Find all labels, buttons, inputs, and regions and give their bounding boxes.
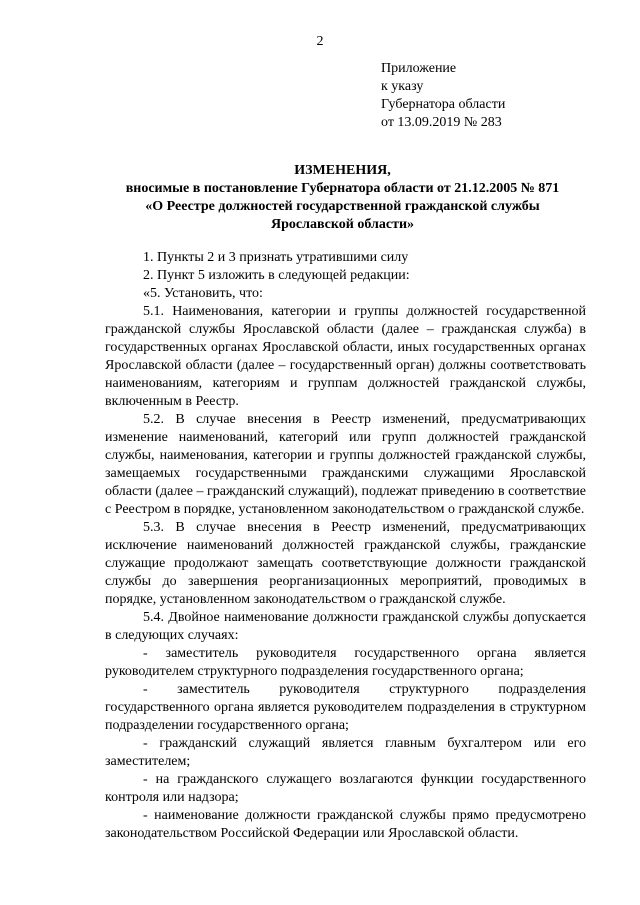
title-line: ИЗМЕНЕНИЯ, [294, 163, 391, 178]
paragraph: 1. Пункты 2 и 3 признать утратившими силу [143, 250, 409, 265]
list-item: - на гражданского служащего возлагаются функции государственного контроля или надзора; [105, 772, 586, 805]
paragraph: 5.2. В случае внесения в Реестр изменений, предусматривающих изменение наименований, категорий или групп должностей гражданской службы, наименования, категории и группы должностей гражданской службы, замещаемых государственными гражданскими служащими Ярославской области (далее – гражданский служащий), подлежат приведению в соответствие с Реестром в порядке, установленном законодательством о гражданской службе. [105, 412, 586, 517]
page-number: 2 [316, 34, 324, 49]
paragraph: 5.1. Наименования, категории и группы должностей государственной гражданской службы Ярославской области (далее – гражданская служба) в государственных органах Ярославской области, иных государственных органах Ярославской области (далее – государственный орган) должны соответствовать наименованиям, категориям и группам должностей гражданской службы, включенным в Реестр. [105, 304, 586, 409]
appendix-line: Губернатора области [381, 97, 506, 112]
title-line: Ярославской области» [270, 217, 415, 232]
list-item: - наименование должности гражданской службы прямо предусмотрено законодательством Российской Федерации или Ярославской области. [105, 808, 586, 841]
paragraph: 5.4. Двойное наименование должности гражданской службы допускается в следующих случаях: [105, 610, 586, 643]
paragraph: «5. Установить, что: [143, 286, 263, 301]
appendix-line: к указу [381, 79, 424, 94]
appendix-line: Приложение [381, 61, 457, 76]
list-item: - заместитель руководителя структурного подразделения государственного органа является руководителем подразделения в структурном подразделении государственного органа; [105, 682, 586, 733]
appendix-line: от 13.09.2019 № 283 [381, 115, 502, 130]
paragraph: 2. Пункт 5 изложить в следующей редакции: [143, 268, 410, 283]
document-title [100, 162, 585, 234]
paragraph: 5.3. В случае внесения в Реестр изменений, предусматривающих исключение наименований должностей гражданской службы, гражданские служащие продолжают замещать соответствующие должности гражданской службы до завершения реорганизационных мероприятий, проводимых в порядке, установленном законодательством о гражданской службе. [105, 520, 586, 607]
document-body [105, 249, 586, 843]
title-line: «О Реестре должностей государственной гражданской службы [145, 199, 540, 214]
list-item: - гражданский служащий является главным бухгалтером или его заместителем; [105, 736, 586, 769]
list-item: - заместитель руководителя государственного органа является руководителем структурного подразделения государственного органа; [105, 646, 586, 679]
title-line: вносимые в постановление Губернатора области от 21.12.2005 № 871 [125, 181, 560, 196]
appendix-block [381, 60, 581, 132]
